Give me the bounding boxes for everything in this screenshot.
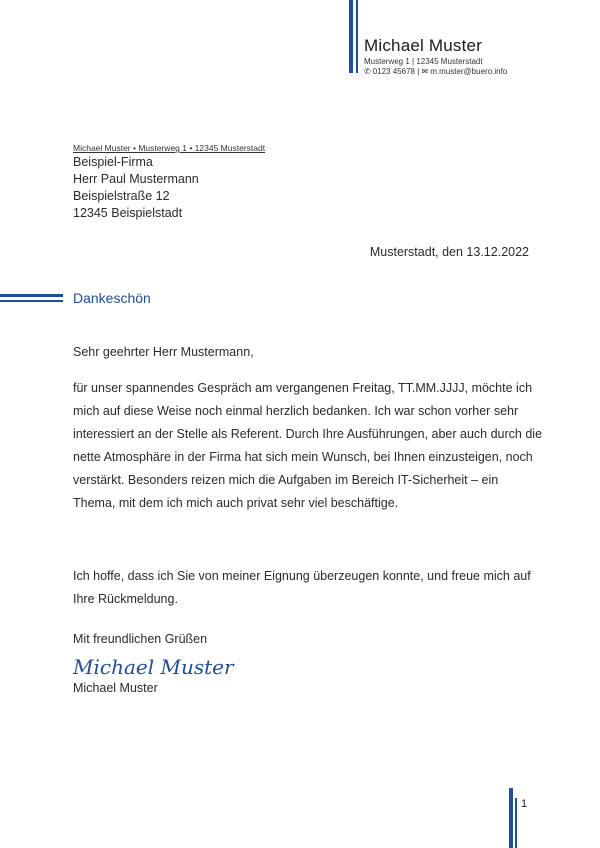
separator: | bbox=[417, 67, 422, 76]
date-line: Musterstadt, den 13.12.2022 bbox=[369, 245, 529, 259]
sender-email: m.muster@buero.info bbox=[430, 67, 508, 76]
recipient-street: Beispielstraße 12 bbox=[73, 189, 170, 203]
sender-address: Musterweg 1 | 12345 Musterstadt bbox=[364, 57, 483, 66]
body-paragraph-1: für unser spannendes Gespräch am vergangenen Freitag, TT.MM.JJJJ, möchte ich mich auf diese Weise noch einmal herzlich bedanken. Ich war schon vorher sehr interessiert an der Stelle als Referent. Durch Ihre Ausführungen, aber auch durch die nette Atmosphäre in der Firma hat sich mein Wunsch, bei Ihnen einzusteigen, noch verstärkt. Besonders reizen mich die Aufgaben im Bereich IT-Sicherheit – ein Thema, mit dem ich mich auch privat sehr viel beschäftige. bbox=[73, 381, 543, 510]
signature: Michael Muster bbox=[73, 655, 234, 679]
sender-name: Michael Muster bbox=[364, 36, 483, 55]
body-paragraph-2: Ich hoffe, dass ich Sie von meiner Eignung überzeugen konnte, und freue mich auf Ihre Rückmeldung. bbox=[73, 569, 531, 606]
header-accent-bar-left bbox=[349, 0, 353, 73]
closing: Mit freundlichen Grüßen bbox=[73, 632, 208, 646]
mail-icon: ✉ bbox=[421, 67, 429, 76]
recipient-company: Beispiel-Firma bbox=[73, 155, 153, 169]
subject-accent-line-top bbox=[0, 294, 63, 297]
footer-accent-bar-right bbox=[515, 798, 517, 848]
signed-name: Michael Muster bbox=[73, 681, 158, 695]
header-accent-bar-right bbox=[356, 0, 358, 73]
return-address: Michael Muster • Musterweg 1 • 12345 Musterstadt bbox=[73, 143, 266, 153]
sender-phone: 0123 45678 bbox=[372, 67, 415, 76]
recipient-person: Herr Paul Mustermann bbox=[73, 172, 199, 186]
page-number: 1 bbox=[521, 798, 528, 810]
sender-contact bbox=[364, 67, 507, 76]
footer-accent-bar-left bbox=[509, 788, 513, 848]
salutation: Sehr geehrter Herr Mustermann, bbox=[73, 345, 254, 359]
subject-accent-line-bottom bbox=[0, 300, 63, 302]
recipient-city: 12345 Beispielstadt bbox=[73, 206, 183, 220]
phone-icon: ✆ bbox=[364, 67, 371, 76]
subject-line: Dankeschön bbox=[73, 290, 151, 306]
